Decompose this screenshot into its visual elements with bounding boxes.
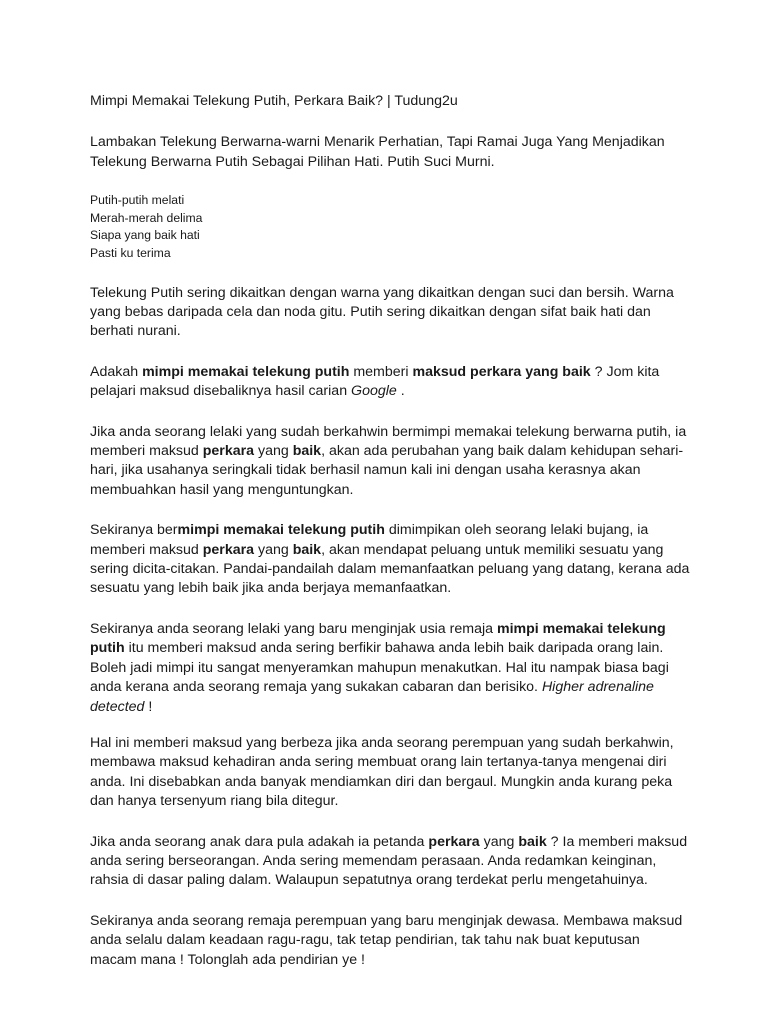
bold-text: maksud perkara yang baik: [412, 363, 591, 380]
paragraph-text: itu memberi maksud anda sering berfikir bahawa anda lebih baik daripada orang lain. Boleh jadi mimpi itu sangat menyeramkan mahupun menakutkan. Hal itu nampak biasa bagi anda kerana anda seorang remaja yang sukakan cabaran dan berisiko.: [90, 640, 669, 696]
bold-text: perkara: [202, 443, 255, 460]
paragraph-text: memberi: [349, 363, 413, 380]
bold-text: mimpi memakai telekung putih: [142, 363, 350, 380]
paragraph-text: Sekiranya anda seorang lelaki yang baru menginjak usia remaja: [90, 620, 497, 637]
paragraph-3: [90, 423, 690, 501]
paragraph-text: Jika anda seorang anak dara pula adakah ia petanda: [90, 833, 429, 850]
paragraph-text: .: [396, 383, 405, 400]
poem-line: Merah-merah delima: [90, 210, 203, 225]
bold-text: perkara: [428, 833, 480, 850]
bold-text: mimpi memakai telekung putih: [177, 522, 385, 539]
paragraph-2: [90, 363, 690, 402]
paragraph-text: Sekiranya ber: [90, 522, 178, 539]
bold-text: baik: [518, 833, 547, 850]
paragraph-8: Sekiranya anda seorang remaja perempuan yang baru menginjak dewasa. Membawa maksud anda selalu dalam keadaan ragu-ragu, tak tetap pendirian, tak tahu nak buat keputusan macam mana ! Tolonglah ada pendirian ye !: [90, 912, 683, 968]
paragraph-text: yang: [479, 833, 519, 850]
paragraph-text: yang: [254, 443, 293, 460]
paragraph-4: [90, 521, 690, 599]
paragraph-text: ? Jom kita pelajari maksud disebaliknya hasil carian: [90, 363, 660, 400]
intro-paragraph: Lambakan Telekung Berwarna-warni Menarik Perhatian, Tapi Ramai Juga Yang Menjadikan Telekung Berwarna Putih Sebagai Pilihan Hati. Putih Suci Murni.: [90, 134, 665, 170]
document-title: Mimpi Memakai Telekung Putih, Perkara Baik? | Tudung2u: [90, 93, 458, 109]
poem-line: Pasti ku terima: [90, 246, 171, 260]
bold-text: perkara: [202, 541, 255, 558]
paragraph-text: , akan mendapat peluang untuk memiliki sesuatu yang sering dicita-citakan. Pandai-pandailah dalam memanfaatkan peluang yang datang, kerana ada sesuatu yang lebih baik jika anda berjaya memanfaatkan.: [90, 541, 690, 597]
bold-text: baik: [292, 541, 322, 558]
paragraph-7: [90, 833, 690, 891]
poem: [90, 192, 690, 262]
paragraph-text: Jika anda seorang lelaki yang sudah berkahwin bermimpi memakai telekung berwarna putih, ia memberi maksud: [90, 423, 687, 460]
bold-text: baik: [292, 443, 322, 460]
paragraph-text: ? Ia memberi maksud anda sering berseorangan. Anda sering memendam perasaan. Anda redamkan keinginan, rahsia di dasar paling dalam. Walaupun sepatutnya orang terdekat perlu mengetahuinya.: [90, 833, 688, 889]
paragraph-text: , akan ada perubahan yang baik dalam kehidupan sehari-hari, jika usahanya seringkali tidak berhasil namun kali ini dengan usaha kerasnya akan membuahkan hasil yang menguntungkan.: [90, 443, 684, 498]
paragraph-text: dimimpikan oleh seorang lelaki bujang, ia memberi maksud: [90, 522, 649, 558]
italic-text: Higher adrenaline detected: [90, 679, 654, 715]
poem-line: Putih-putih melati: [90, 193, 185, 208]
paragraph-text: yang: [254, 541, 293, 558]
italic-text: Google: [351, 383, 397, 400]
paragraph-1: Telekung Putih sering dikaitkan dengan warna yang dikaitkan dengan suci dan bersih. Warna yang bebas daripada cela dan noda gitu. Putih sering dikaitkan dengan sifat baik hati dan berhati nurani.: [90, 284, 674, 340]
document-page: [90, 92, 690, 991]
bold-text: mimpi memakai telekung putih: [90, 620, 666, 657]
poem-line: Siapa yang baik hati: [90, 228, 200, 243]
paragraph-5: [90, 620, 690, 717]
paragraph-text: !: [144, 698, 153, 715]
paragraph-6: Hal ini memberi maksud yang berbeza jika anda seorang perempuan yang sudah berkahwin, membawa maksud kehadiran anda sering membuat orang lain tertanya-tanya mengenai diri anda. Ini disebabkan anda banyak mendiamkan diri dan bergaul. Mungkin anda kurang peka dan hanya tersenyum riang bila ditegur.: [90, 734, 674, 810]
paragraph-text: Adakah: [90, 363, 143, 380]
